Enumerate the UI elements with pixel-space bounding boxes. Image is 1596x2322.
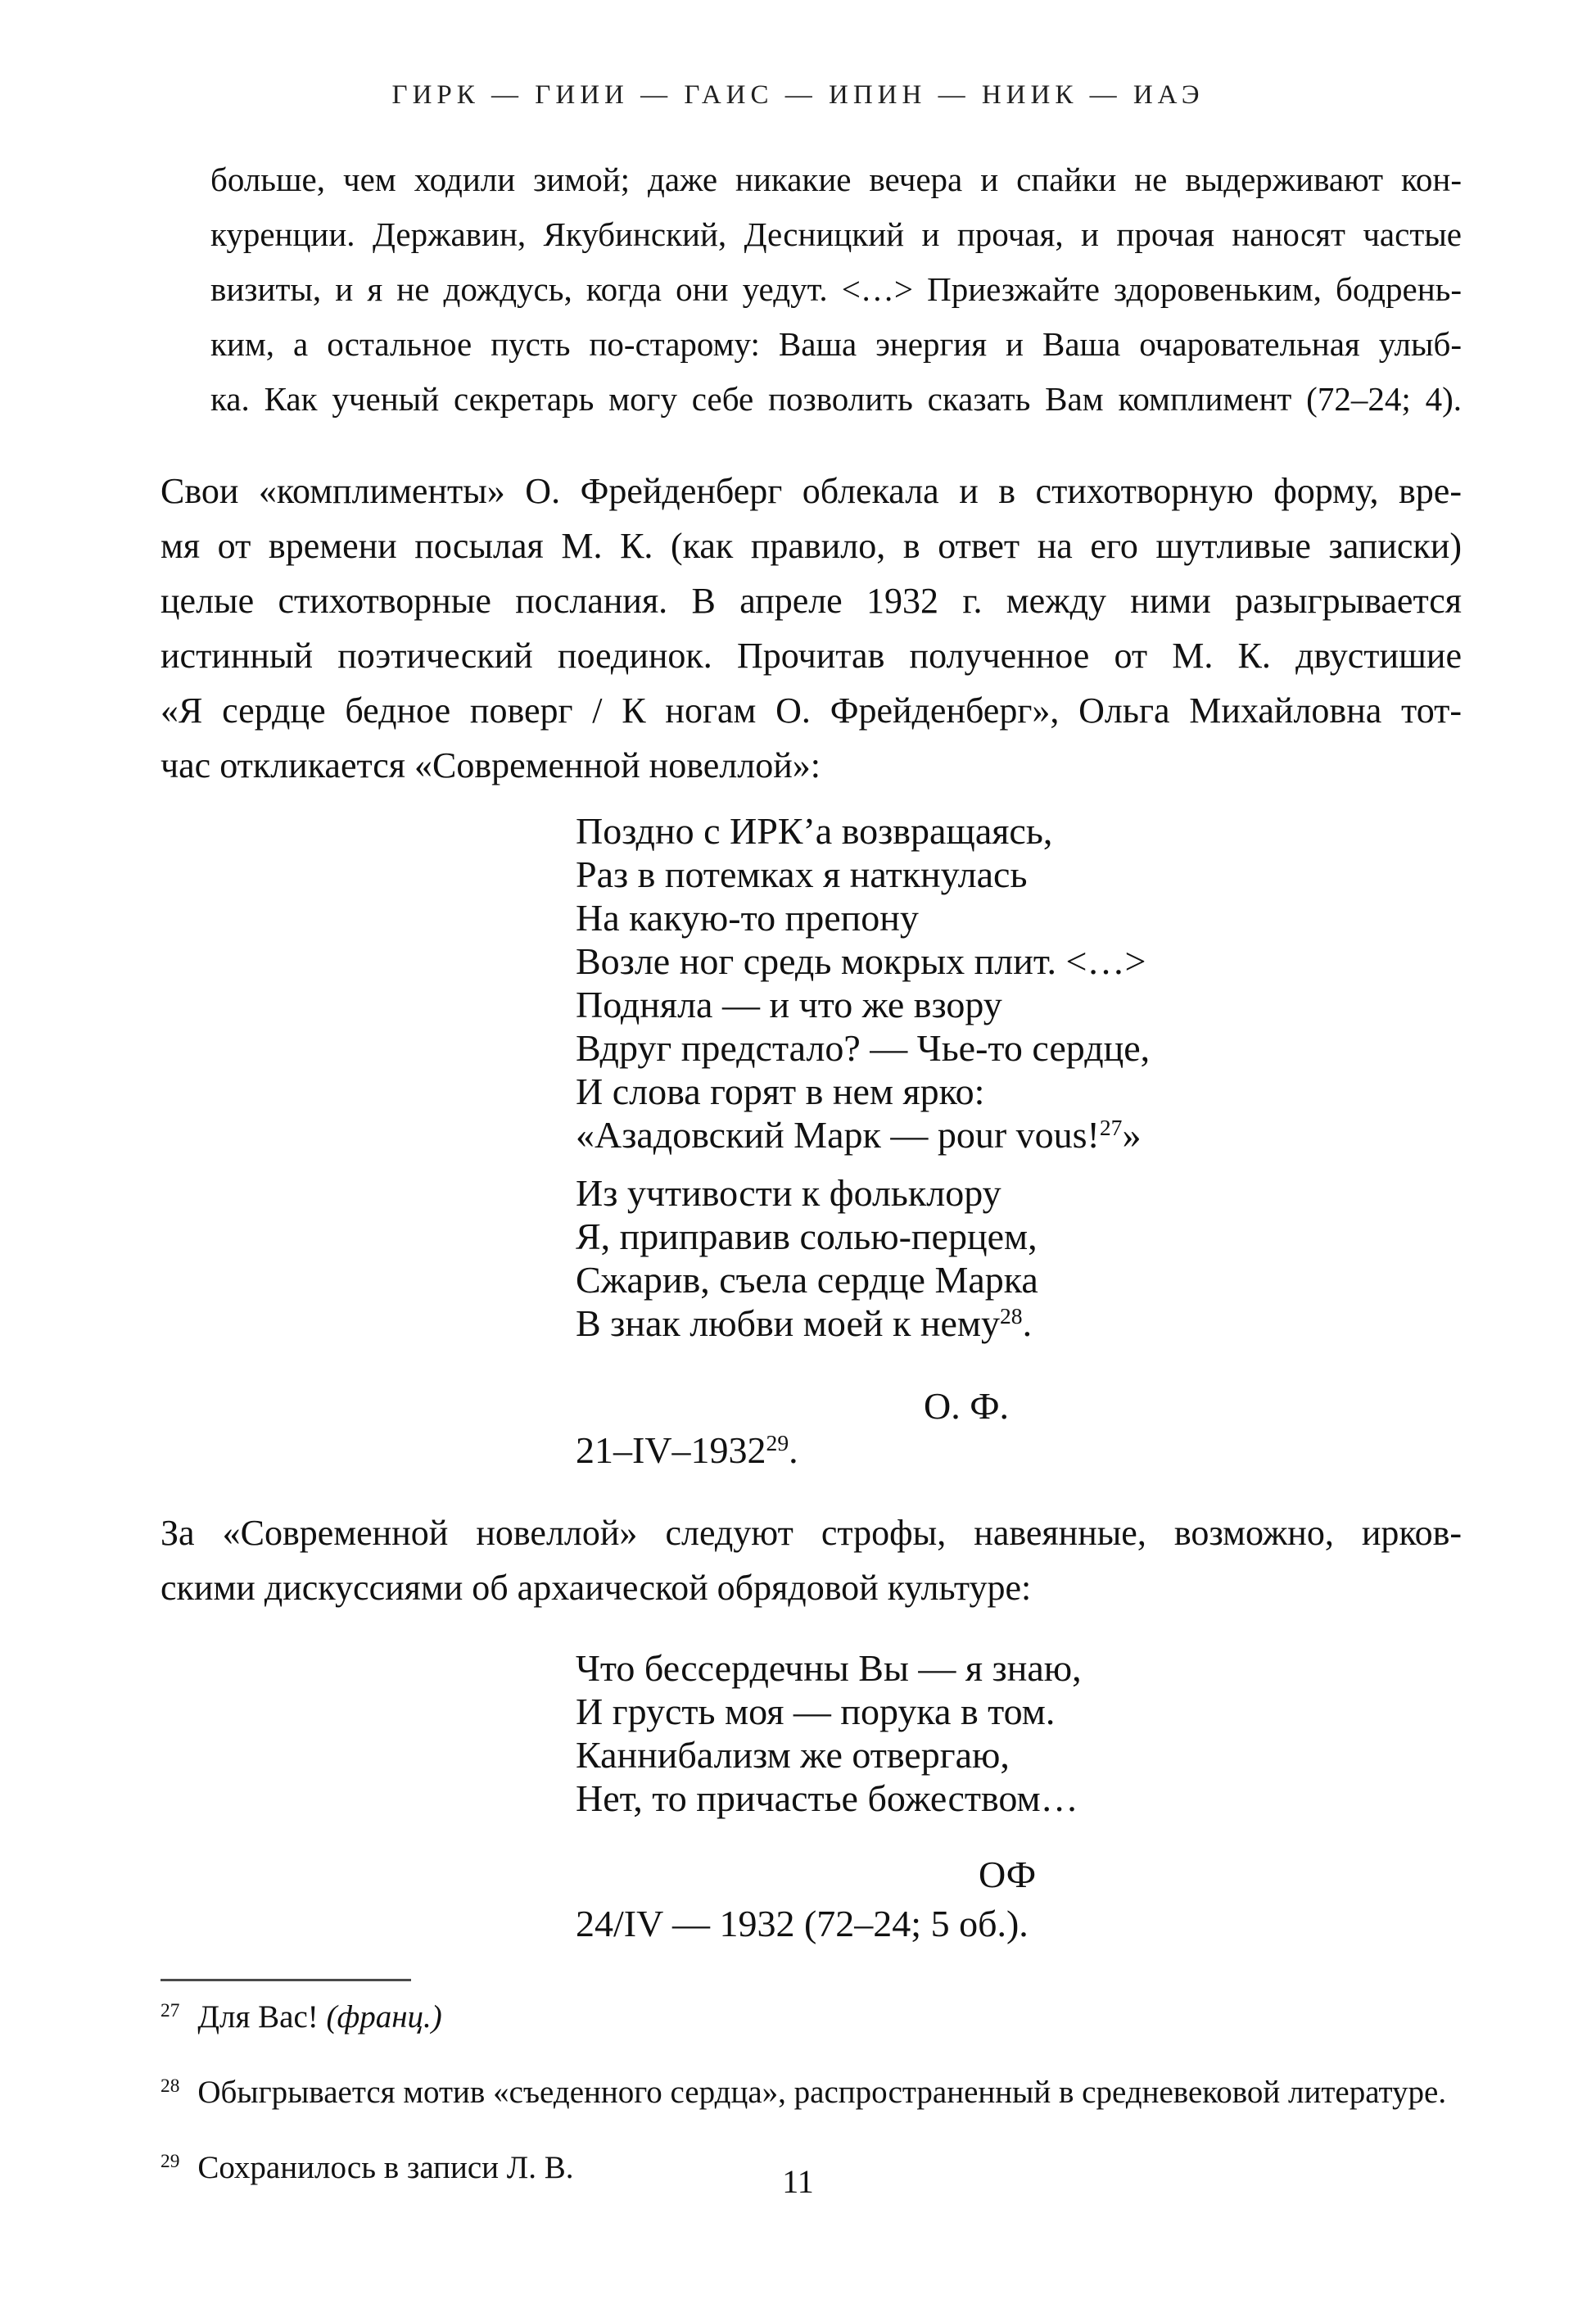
paragraph bbox=[161, 1505, 1462, 1615]
poem-stanza bbox=[576, 1646, 1082, 1820]
quote-line: куренции. Державин, Якубинский, Десницкий и прочая, и прочая наносят частые bbox=[210, 215, 1462, 253]
footnote-number: 28 bbox=[161, 2075, 180, 2098]
footnote-reference: 28 bbox=[1000, 1302, 1023, 1328]
quote-line: визиты, и я не дождусь, когда они уедут. <…> Приезжайте здоровеньким, бодрень- bbox=[210, 270, 1462, 308]
text-line: «Я сердце бедное поверг / К ногам О. Фрейденберг», Ольга Михайловна тот- bbox=[161, 690, 1462, 731]
footnote-reference: 29 bbox=[766, 1429, 789, 1455]
poem-line: Возле ног средь мокрых плит. <…> bbox=[576, 940, 1146, 982]
text-line: истинный поэтический поединок. Прочитав полученное от М. К. двустишие bbox=[161, 636, 1462, 676]
paragraph bbox=[161, 464, 1462, 793]
text-line: целые стихотворные послания. В апреле 1932 г. между ними разыгрывается bbox=[161, 581, 1462, 621]
poem-signature: ОФ bbox=[979, 1854, 1037, 1895]
poem-date: 24/IV — 1932 (72–24; 5 об.). bbox=[576, 1903, 1029, 1944]
text-line: мя от времени посылая М. К. (как правило, в ответ на его шутливые записки) bbox=[161, 526, 1462, 566]
poem-stanza bbox=[576, 809, 1150, 1156]
footnote: $^{29}$ Сохранилось в записи Л. В. bbox=[161, 2150, 574, 2185]
poem-line: На какую-то препону bbox=[576, 897, 919, 939]
footnote-italic-text: (франц.) bbox=[326, 1999, 442, 2035]
footnote-number: 29 bbox=[161, 2151, 180, 2173]
poem-line: Из учтивости к фольклору bbox=[576, 1172, 1001, 1214]
poem-line: «Азадовский Марк — pour vous!$^{27}$» bbox=[576, 1114, 1142, 1156]
poem-line: Вдруг предстало? — Чье-то сердце, bbox=[576, 1027, 1151, 1069]
text-line: Свои «комплименты» О. Фрейденберг облекала и в стихотворную форму, вре- bbox=[161, 471, 1462, 511]
poem-line: Каннибализм же отвергаю, bbox=[576, 1734, 1010, 1776]
footnote: $^{27}$ Для Вас! (франц.) bbox=[161, 1999, 442, 2035]
poem-date: 21–IV–1932$^{29}$. bbox=[576, 1429, 798, 1471]
quote-line: ким, а остальное пусть по-старому: Ваша энергия и Ваша очаровательная улыб- bbox=[210, 325, 1462, 363]
footnote-number: 27 bbox=[161, 2000, 180, 2022]
poem-line: И слова горят в нем ярко: bbox=[576, 1070, 985, 1112]
text-line: За «Современной новеллой» следуют строфы, навеянные, возможно, ирков- bbox=[161, 1513, 1462, 1553]
poem-line: В знак любви моей к нему$^{28}$. bbox=[576, 1302, 1033, 1344]
text-line: скими дискуссиями об архаической обрядовой культуре: bbox=[161, 1568, 1032, 1608]
text-line: час откликается «Современной новеллой»: bbox=[161, 745, 821, 785]
poem-line: Нет, то причастье божеством… bbox=[576, 1777, 1078, 1819]
poem-line: И грусть моя — порука в том. bbox=[576, 1691, 1056, 1732]
poem-line: Сжарив, съела сердце Марка bbox=[576, 1259, 1038, 1301]
footnote: $^{28}$ Обыгрывается мотив «съеденного сердца», распространенный в средневековой литературе. bbox=[161, 2075, 1447, 2110]
running-head: ГИРК — ГИИИ — ГАИС — ИПИН — НИИК — ИАЭ bbox=[391, 80, 1205, 110]
page-number: 11 bbox=[782, 2163, 814, 2200]
poem-stanza bbox=[576, 1171, 1038, 1345]
poem-line: Поздно с ИРК’а возвращаясь, bbox=[576, 810, 1053, 852]
footnote-reference: 27 bbox=[1099, 1114, 1123, 1140]
poem-signature: О. Ф. bbox=[924, 1385, 1010, 1427]
poem-line: Что бессердечны Вы — я знаю, bbox=[576, 1647, 1082, 1689]
letter-quote bbox=[210, 152, 1462, 427]
footnote-divider bbox=[161, 1979, 411, 1981]
quote-line: ка. Как ученый секретарь могу себе позволить сказать Вам комплимент (72–24; 4). bbox=[210, 380, 1462, 418]
poem-line: Я, приправив солью-перцем, bbox=[576, 1215, 1038, 1257]
quote-line: больше, чем ходили зимой; даже никакие вечера и спайки не выдерживают кон- bbox=[210, 161, 1462, 198]
poem-line: Раз в потемках я наткнулась bbox=[576, 853, 1028, 895]
poem-line: Подняла — и что же взору bbox=[576, 984, 1002, 1025]
